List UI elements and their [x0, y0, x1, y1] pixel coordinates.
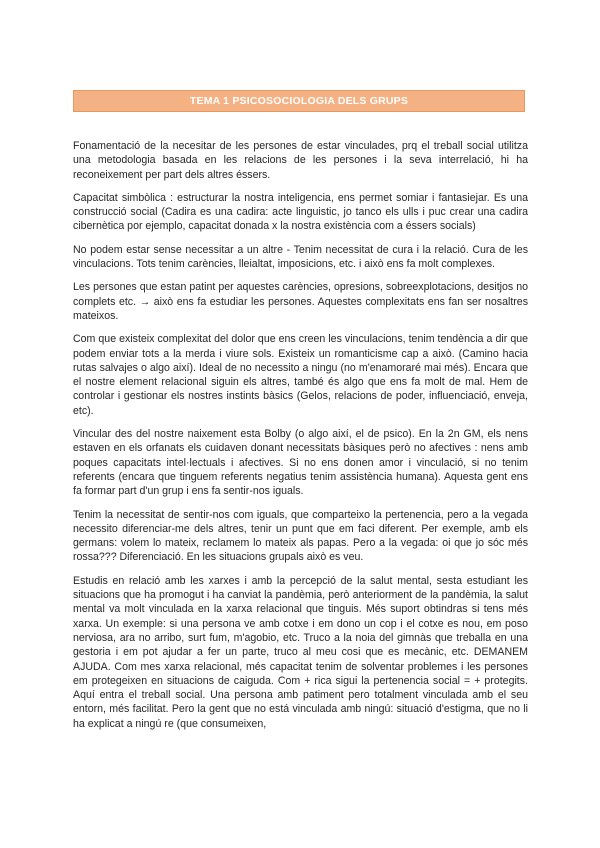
paragraph: Vincular des del nostre naixement esta Bolby (o algo així, el de psico). En la 2n GM, els nens estaven en els orfanats els cuidaven donant necessitats bàsiques però no afectives : nens amb poques capacitats intel·lectuals i afectives. Si no ens donen amor i vinculació, si no tenim referents (encara que tinguem referents negatius tenim assistència humana). Aquesta gent ens fa formar part d'un grup i ens fa sentir-nos iguals.	[73, 428, 528, 498]
paragraph: No podem estar sense necessitar a un altre - Tenim necessitat de cura i la relació. Cura de les vinculacions. Tots tenim carències, lleialtat, imposicions, etc. i això ens fa molt complexes.	[73, 243, 528, 271]
document-title: TEMA 1 PSICOSOCIOLOGIA DELS GRUPS	[189, 95, 409, 107]
document-body	[73, 139, 528, 740]
paragraph: Capacitat simbòlica : estructurar la nostra inteligencia, ens permet somiar i fantasiejar. Es una construcció social (Cadira es una cadira: acte linguistic, jo tanco els ulls i puc crear una cadira cibernètica por ejemplo, capacitat donada x la nostra existència com a éssers socials)	[73, 191, 528, 233]
paragraph: Les persones que estan patint per aquestes carències, opresions, sobreexplotacions, desitjos no complets etc. → això ens fa estudiar les persones. Aquestes complexitats ens fan ser nosaltres mateixos.	[73, 281, 528, 322]
paragraph: Fonamentació de la necesitar de les persones de estar vinculades, prq el treball social utilitza una metodologia basada en les relacions de les persones i la seva interrelació, hi ha reconeixement per part dels altres éssers.	[73, 140, 528, 181]
paragraph: Tenim la necessitat de sentir-nos com iguals, que comparteixo la pertenencia, pero a la vegada necessito diferenciar-me dels altres, tenir un punt que em faci diferent. Per exemple, amb els germans: volem lo mateix, reclamem lo mateix als papas. Pero a la vegada: oi que jo sóc més rossa??? Diferenciació. En les situacions grupals això es veu.	[73, 508, 528, 564]
paragraph: Estudis en relació amb les xarxes i amb la percepció de la salut mental, sesta estudiant les situacions que ha promogut i ha canviat la pandèmia, però anteriorment de la pandèmia, la salut mental va molt vinculada en la xarxa relacional que tinguis. Més suport obtindras si tens més xarxa. Un exemple: si una persona ve amb cotxe i em dono un cop i el cotxe es nou, em poso nerviosa, ara no arribo, surt fum, m'agobio, etc. Truco a la noia del gimnàs que treballa en una gestoria i em pot ajudar a fer un parte, truco al meu cosi que es mecànic, etc. DEMANEM AJUDA. Com mes xarxa relacional, més capacitat tenim de solventar problemes i les persones em protegeixen en situacions de caiguda. Com + rica sigui la pertenencia social = + protegits. Aquí entra el treball social. Una persona amb patiment pero totalment vinculada amb el seu entorn, més facilitat. Pero la gent que no está vinculada amb ningú: situació d'estigma, que no li ha explicat a ningú re (que consumeixen,	[73, 574, 528, 730]
paragraph: Com que existeix complexitat del dolor que ens creen les vinculacions, tenim tendència a dir que podem enviar tots a la merda i viure sols. Existeix un romanticisme cap a això. (Camino hacia rutas salvajes o algo així). Ideal de no necessito a ningu (no m'enamoraré mai més). Encara que el nostre element relacional siguin els altres, també és algo que ens fa molt de mal. Hem de controlar i gestionar els nostres instints bàsics (Gelos, relacions de poder, influenciació, enveja, etc).	[73, 333, 528, 417]
title-banner	[73, 90, 525, 112]
